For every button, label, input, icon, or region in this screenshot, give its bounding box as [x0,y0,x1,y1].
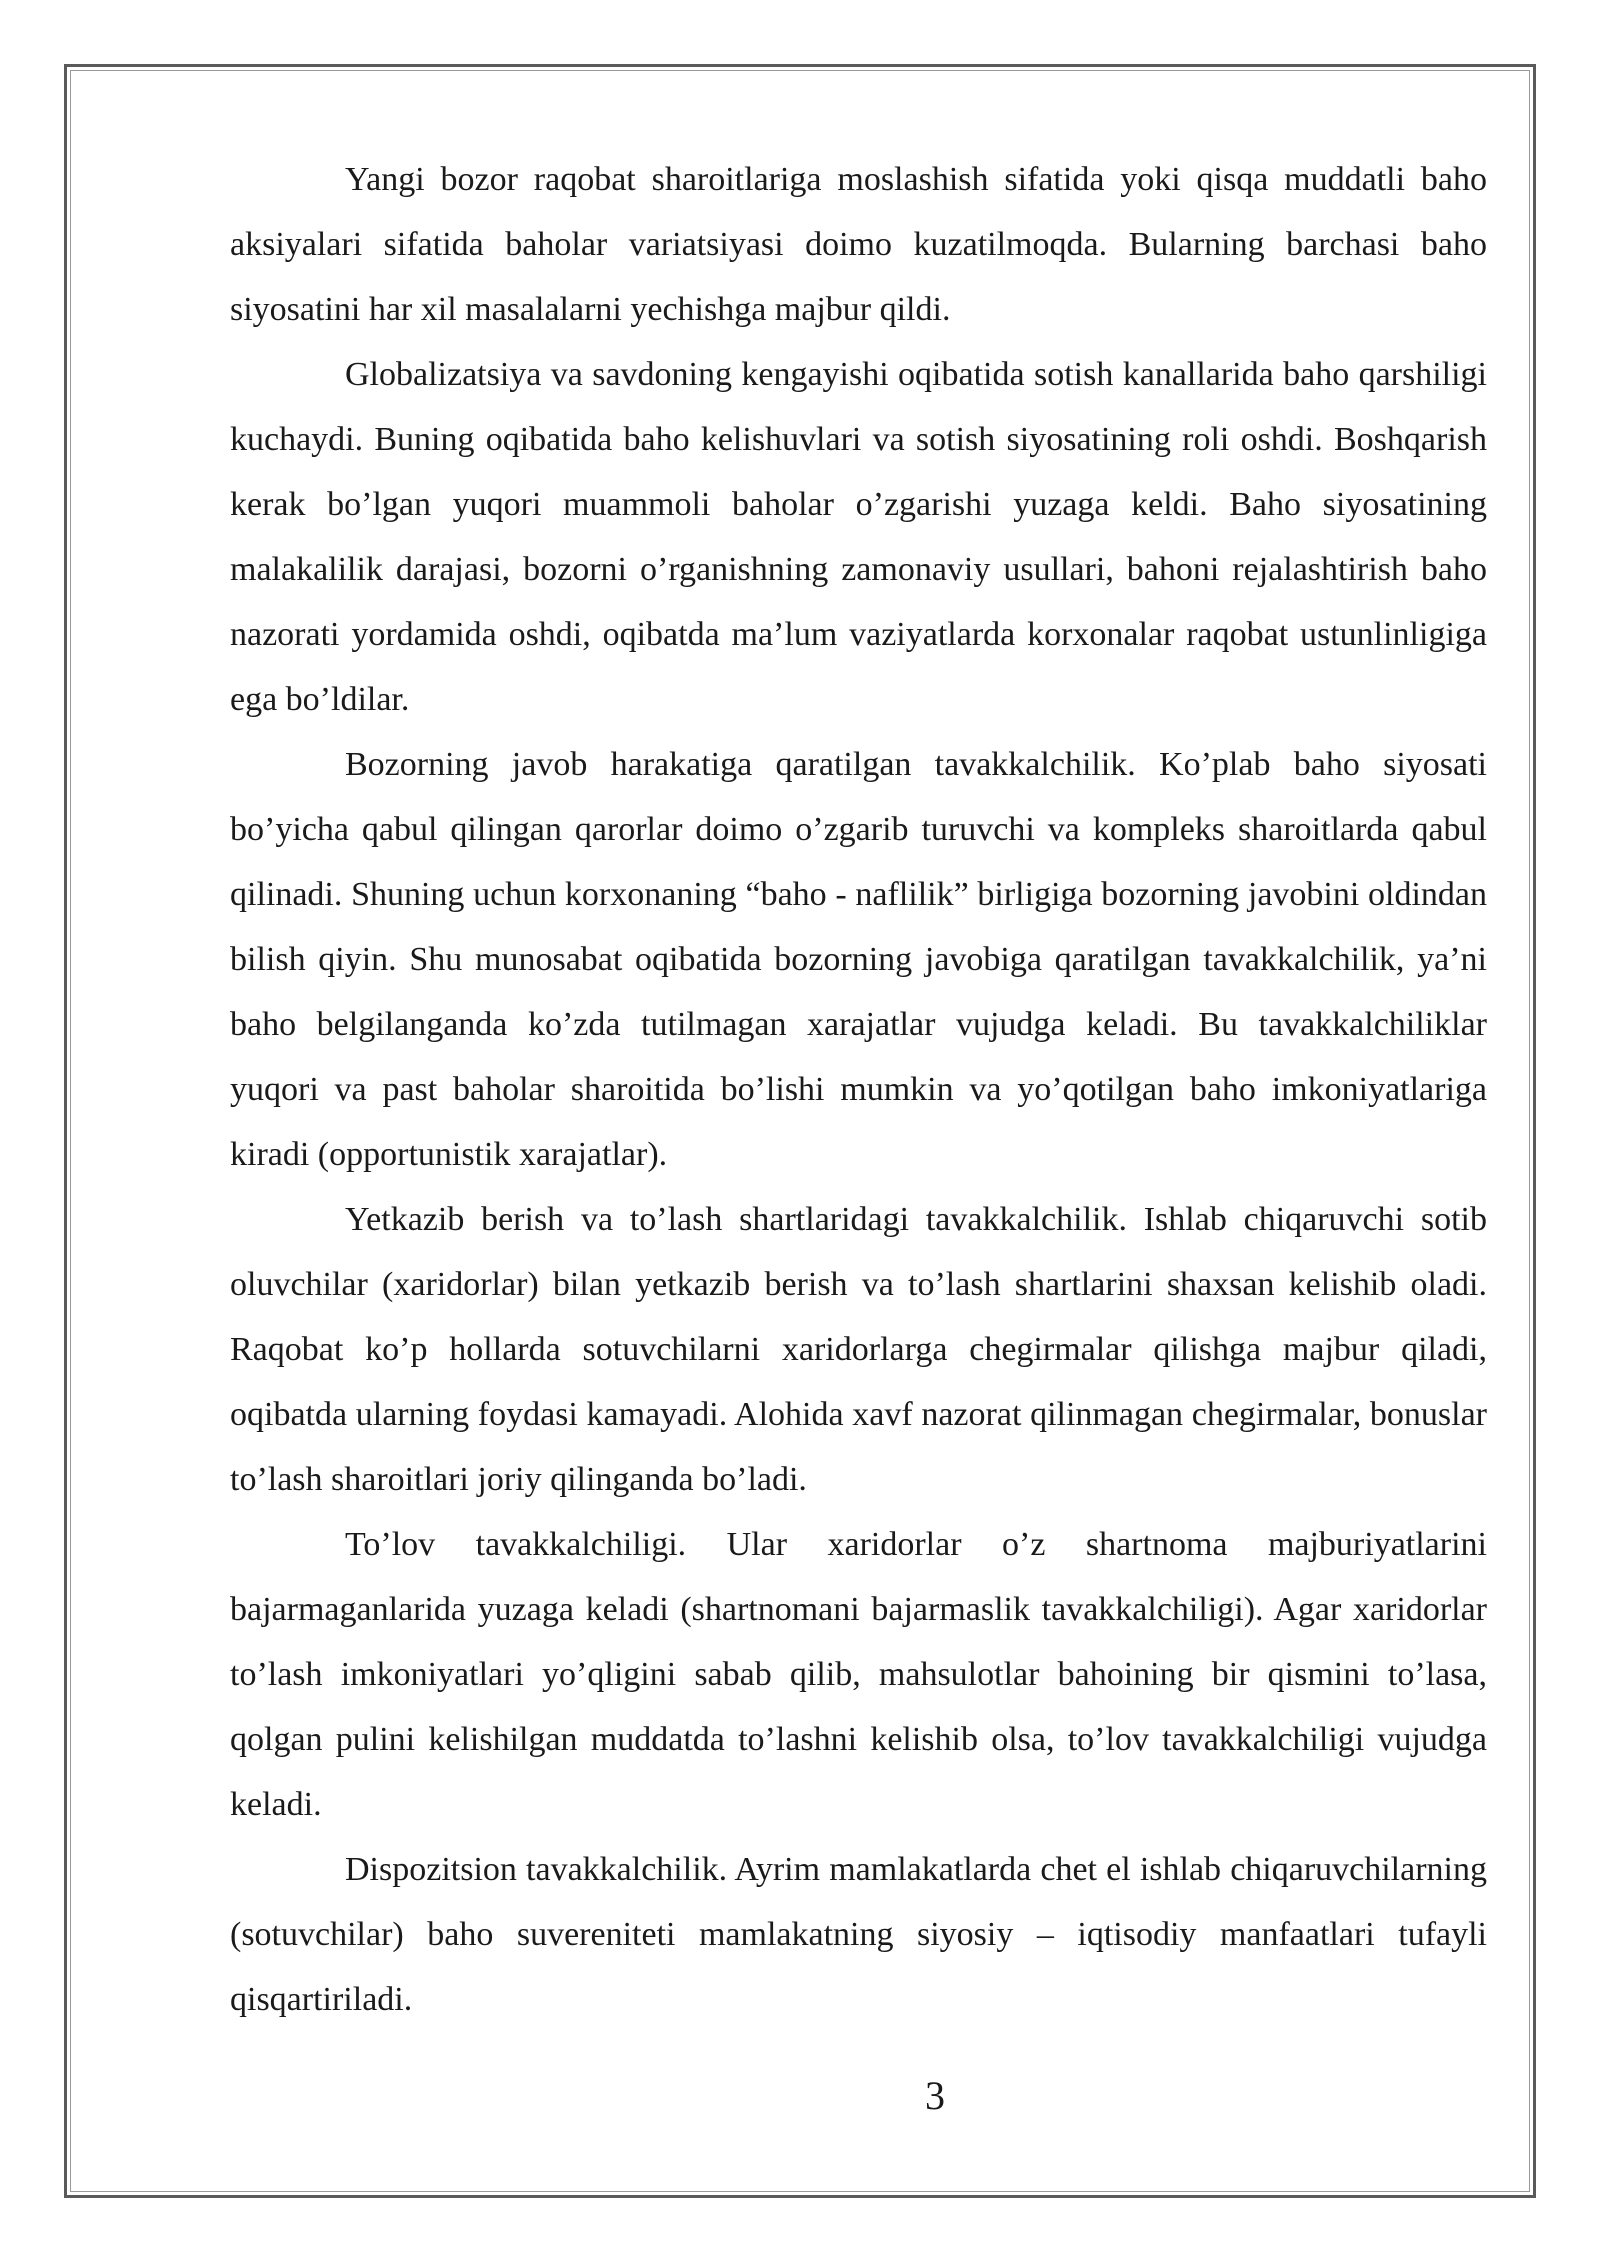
page-number: 3 [925,2073,945,2118]
document-body [230,147,1487,2032]
paragraph: Globalizatsiya va savdoning kengayishi oqibatida sotish kanallarida baho qarshiligi kuchaydi. Buning oqibatida baho kelishuvlari va sotish siyosatining roli oshdi. Boshqarish kerak bo’lgan yuqori muammoli baholar o’zgarishi yuzaga keldi. Baho siyosatining malakalilik darajasi, bozorni o’rganishning zamonaviy usullari, bahoni rejalashtirish baho nazorati yordamida oshdi, oqibatda ma’lum vaziyatlarda korxonalar raqobat ustunlinligiga ega bo’ldilar. [230,356,1487,718]
paragraph: Dispozitsion tavakkalchilik. Ayrim mamlakatlarda chet el ishlab chiqaruvchilarning (sotuvchilar) baho suvereniteti mamlakatning siyosiy – iqtisodiy manfaatlari tufayli qisqartiriladi. [230,1851,1487,2018]
page-number-container [0,2068,1600,2124]
paragraph: Yangi bozor raqobat sharoitlariga moslashish sifatida yoki qisqa muddatli baho aksiyalari sifatida baholar variatsiyasi doimo kuzatilmoqda. Bularning barchasi baho siyosatini har xil masalalarni yechishga majbur qildi. [230,161,1487,328]
paragraph: To’lov tavakkalchiligi. Ular xaridorlar o’z shartnoma majburiyatlarini bajarmaganlarida yuzaga keladi (shartnomani bajarmaslik tavakkalchiligi). Agar xaridorlar to’lash imkoniyatlari yo’qligini sabab qilib, mahsulotlar bahoining bir qismini to’lasa, qolgan pulini kelishilgan muddatda to’lashni kelishib olsa, to’lov tavakkalchiligi vujudga keladi. [230,1526,1487,1823]
paragraph: Bozorning javob harakatiga qaratilgan tavakkalchilik. Ko’plab baho siyosati bo’yicha qabul qilingan qarorlar doimo o’zgarib turuvchi va kompleks sharoitlarda qabul qilinadi. Shuning uchun korxonaning “baho - naflilik” birligiga bozorning javobini oldindan bilish qiyin. Shu munosabat oqibatida bozorning javobiga qaratilgan tavakkalchilik, ya’ni baho belgilanganda ko’zda tutilmagan xarajatlar vujudga keladi. Bu tavakkalchiliklar yuqori va past baholar sharoitida bo’lishi mumkin va yo’qotilgan baho imkoniyatlariga kiradi (opportunistik xarajatlar). [230,746,1487,1173]
paragraph: Yetkazib berish va to’lash shartlaridagi tavakkalchilik. Ishlab chiqaruvchi sotib oluvchilar (xaridorlar) bilan yetkazib berish va to’lash shartlarini shaxsan kelishib oladi. Raqobat ko’p hollarda sotuvchilarni xaridorlarga chegirmalar qilishga majbur qiladi, oqibatda ularning foydasi kamayadi. Alohida xavf nazorat qilinmagan chegirmalar, bonuslar to’lash sharoitlari joriy qilinganda bo’ladi. [230,1201,1487,1498]
